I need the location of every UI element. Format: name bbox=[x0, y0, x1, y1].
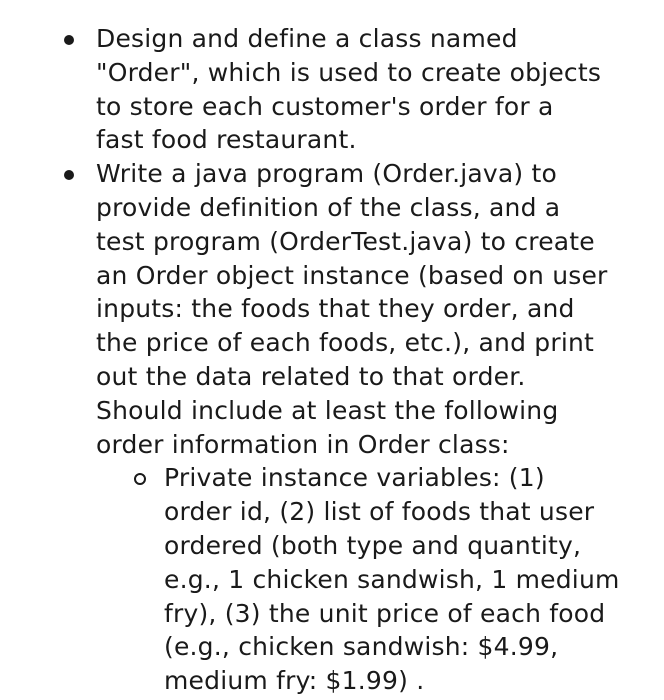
text-line: an Order object instance (based on user bbox=[96, 260, 608, 290]
text-line: medium fry: $1.99) . bbox=[164, 666, 425, 696]
text-line: order information in Order class: bbox=[96, 429, 510, 459]
text-line: inputs: the foods that they order, and bbox=[96, 294, 575, 324]
text-line: Design and define a class named bbox=[96, 24, 518, 53]
sub-bullet-item-instance-variables bbox=[0, 461, 664, 698]
text-line: (e.g., chicken sandwish: $4.99, bbox=[164, 632, 559, 662]
text-line: "Order", which is used to create objects bbox=[96, 57, 602, 87]
bullet-dot-icon bbox=[64, 35, 74, 45]
document-body bbox=[0, 22, 664, 698]
bullet-dot-icon bbox=[64, 170, 74, 180]
text-line: the price of each foods, etc.), and print bbox=[96, 328, 595, 358]
text-line: order id, (2) list of foods that user bbox=[164, 497, 595, 527]
text-line: fry), (3) the unit price of each food bbox=[164, 598, 606, 628]
bullet-circle-icon bbox=[134, 473, 146, 485]
text-line: ordered (both type and quantity, bbox=[164, 530, 582, 560]
text-line: out the data related to that order. bbox=[96, 361, 526, 391]
text-line: to store each customer's order for a bbox=[96, 91, 554, 121]
text-line: fast food restaurant. bbox=[96, 125, 357, 155]
text-line: Should include at least the following bbox=[96, 395, 559, 425]
text-line: test program (OrderTest.java) to create bbox=[96, 226, 595, 256]
bullet-item-java-program bbox=[0, 157, 636, 461]
text-line: provide definition of the class, and a bbox=[96, 192, 561, 222]
text-line: e.g., 1 chicken sandwish, 1 medium bbox=[164, 564, 620, 594]
bullet-item-class-design bbox=[0, 22, 636, 157]
text-line: Write a java program (Order.java) to bbox=[96, 159, 558, 189]
text-line: Private instance variables: (1) bbox=[164, 463, 545, 493]
